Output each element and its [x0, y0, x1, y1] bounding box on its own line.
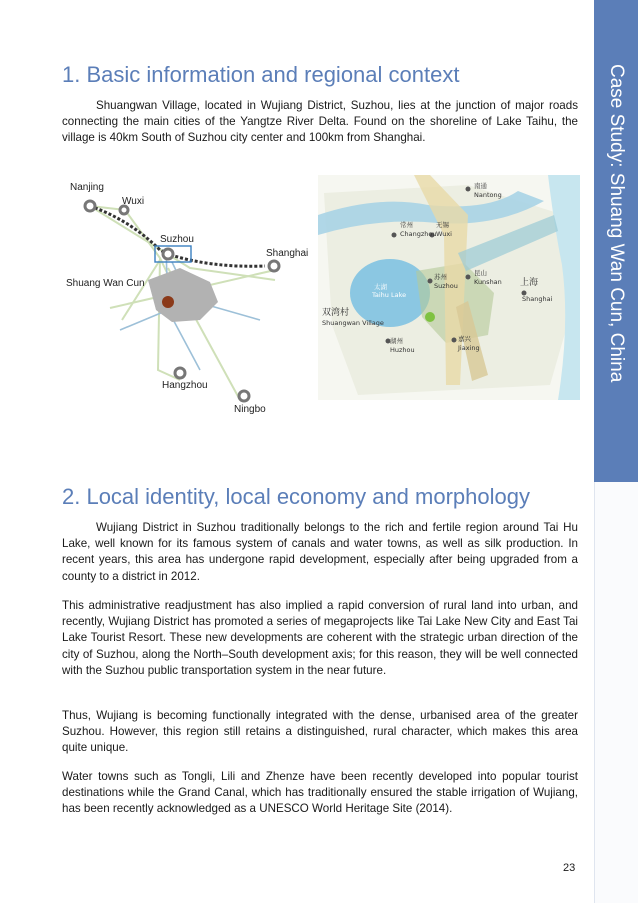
label-changzhou-cn: 常州: [400, 221, 413, 229]
label-wuxi-right: Wuxi: [436, 230, 452, 238]
side-title: Case Study: Shuang Wan Cun, China: [606, 64, 627, 383]
section2-paragraph-1: Wujiang District in Suzhou traditionally belongs to the rich and fertile region around Tai Hu Lake, well known for its famous system of canals and water towns, as well as silk production. In recent years, this area has undergone rapid development, especially after being upgraded from a county to a district in 2012.: [62, 521, 578, 583]
section2-paragraph-3: Thus, Wujiang is becoming functionally integrated with the dense, urbanised area of the greater Suzhou. However, this region still retains a distinguished, rural character, which makes this area quite unique.: [62, 709, 578, 755]
hangzhou-marker: [175, 368, 185, 378]
shanghai-marker: [269, 261, 279, 271]
label-jiaxing: Jiaxing: [458, 344, 480, 352]
label-kunshan-cn: 昆山: [474, 269, 487, 277]
ningbo-marker: [239, 391, 249, 401]
label-jiaxing-cn: 嘉兴: [458, 335, 471, 343]
nanjing-marker: [85, 201, 95, 211]
label-kunshan: Kunshan: [474, 278, 502, 286]
changzhou-dot: [392, 233, 397, 238]
label-village-cn: 双湾村: [322, 308, 350, 318]
label-shanghai-cn: 上海: [520, 278, 539, 288]
label-shuang-wan-cun: Shuang Wan Cun: [66, 278, 145, 289]
suzhou-city-marker: [163, 249, 173, 259]
label-suzhou: Suzhou: [160, 234, 194, 245]
label-shanghai: Shanghai: [266, 248, 309, 259]
label-huzhou-cn: 湖州: [390, 337, 403, 345]
kunshan-dot: [466, 275, 471, 280]
label-nanjing: Nanjing: [70, 182, 104, 193]
section2-paragraph-2: This administrative readjustment has also implied a rapid conversion of rural land into urban, and recently, Wujiang District has promoted a series of megaprojects like Tai Lake New City and East Tai Lake Tourist Resort. These new developments are coherent with the strategic urban direction of the city of Suzhou, along the North–South development axis; for this reason, they will be well connected with the Suzhou public transportation system in the near future.: [62, 599, 578, 677]
side-title-tab: [594, 0, 638, 482]
regional-development-map: [318, 175, 580, 400]
label-village: Shuangwan Village: [322, 319, 384, 327]
label-wuxi-cn: 无锡: [436, 221, 449, 229]
side-strip: [594, 482, 638, 903]
page-number: 23: [563, 862, 576, 874]
village-marker: [425, 312, 435, 322]
label-changzhou: Changzhou: [400, 230, 437, 238]
jiaxing-dot: [452, 338, 457, 343]
label-shanghai-right: Shanghai: [522, 295, 553, 303]
regional-schematic-map: [60, 170, 330, 420]
label-suzhou-cn: 苏州: [434, 273, 447, 281]
section2-paragraph-4: Water towns such as Tongli, Lili and Zhenze have been recently developed into popular tourist destinations while the Grand Canal, which has traditionally ensured the stable irrigation of Wujiang, has been recently acknowledged as a UNESCO World Heritage Site (2014).: [62, 770, 578, 816]
nantong-dot: [466, 187, 471, 192]
label-wuxi: Wuxi: [122, 196, 145, 207]
section2-heading: 2. Local identity, local economy and morphology: [62, 484, 530, 509]
label-nantong-cn: 南通: [474, 182, 487, 190]
label-taihu: Taihu Lake: [372, 291, 407, 299]
label-hangzhou: Hangzhou: [162, 380, 208, 391]
label-nantong: Nantong: [474, 191, 502, 199]
shuang-wan-cun-marker: [162, 296, 174, 308]
label-taihu-cn: 太湖: [374, 283, 387, 291]
section1-heading: 1. Basic information and regional context: [62, 62, 460, 87]
label-huzhou: Huzhou: [390, 346, 415, 354]
suzhou-dot: [428, 279, 433, 284]
section1-paragraph: Shuangwan Village, located in Wujiang District, Suzhou, lies at the junction of major roads connecting the main cities of the Yangtze River Delta. Found on the shoreline of Lake Taihu, the village is 40km South of Suzhou city center and 100km from Shanghai.: [62, 99, 578, 145]
wuxi-marker: [120, 206, 128, 214]
label-ningbo: Ningbo: [234, 404, 266, 415]
label-suzhou-right: Suzhou: [434, 282, 458, 290]
